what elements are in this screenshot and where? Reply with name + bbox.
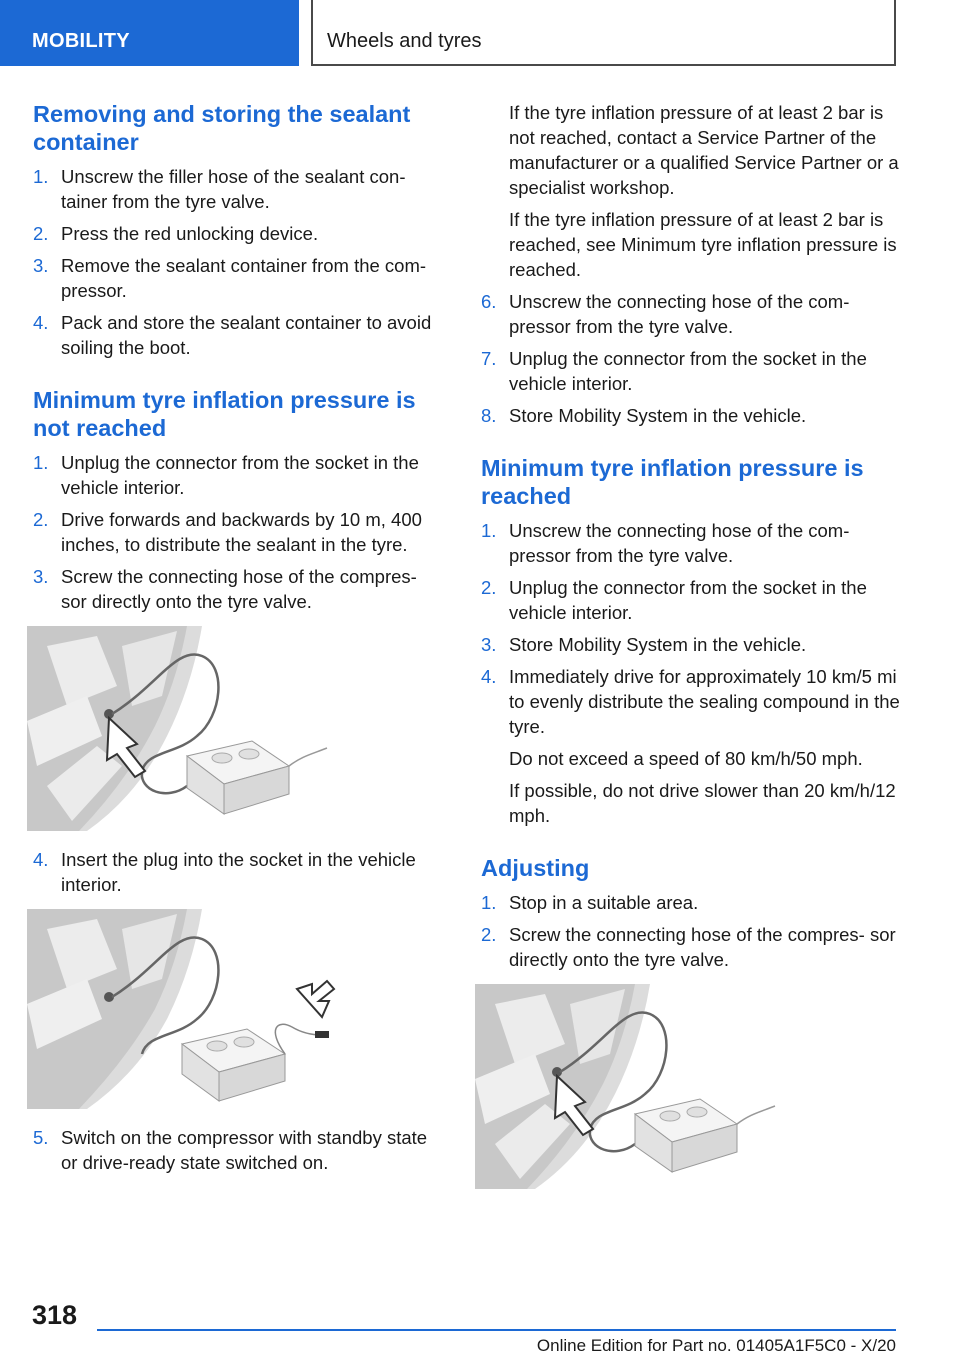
- page-header: [0, 0, 960, 66]
- figure-plug-socket: [27, 909, 337, 1109]
- step-number: 3.: [33, 255, 49, 276]
- step-number: 1.: [33, 166, 49, 187]
- note-min-speed: If possible, do not drive slower than 20 km/h/12 mph.: [509, 780, 896, 826]
- section-tab[interactable]: MOBILITY: [0, 0, 299, 66]
- step-number: 4.: [33, 849, 49, 870]
- compressor-icon: [635, 1099, 737, 1172]
- list-item: [33, 450, 445, 500]
- step-text: Drive forwards and backwards by 10 m, 400 inches, to distribute the sealant in the tyre.: [61, 509, 422, 555]
- step-text: Pack and store the sealant container to avoid soiling the boot.: [61, 312, 432, 358]
- step-text: Unplug the connector from the socket in the vehicle interior.: [509, 348, 867, 394]
- step-text: Unplug the connector from the socket in the vehicle interior.: [61, 452, 419, 498]
- steps-adjusting: [481, 890, 901, 972]
- list-item: [481, 289, 901, 339]
- step-text: Remove the sealant container from the com‐ pressor.: [61, 255, 427, 301]
- heading-removing-sealant: Removing and storing the sealant container: [33, 101, 411, 155]
- list-item: [33, 847, 445, 897]
- list-item: [481, 922, 901, 972]
- steps-pressure-not-reached-cont: [33, 847, 445, 897]
- paragraph-reached: If the tyre inflation pressure of at least 2 bar is reached, see Minimum tyre inflation pressure is reached.: [509, 209, 897, 280]
- right-column: [481, 100, 901, 1205]
- step-number: 3.: [481, 634, 497, 655]
- step-number: 2.: [481, 924, 497, 945]
- heading-adjusting: Adjusting: [481, 855, 590, 881]
- step-text: Stop in a suitable area.: [509, 892, 699, 913]
- steps-pressure-not-reached: [33, 450, 445, 614]
- step-number: 6.: [481, 291, 497, 312]
- step-text: Unscrew the filler hose of the sealant con‐ tainer from the tyre valve.: [61, 166, 406, 212]
- step-text: Insert the plug into the socket in the vehicle interior.: [61, 849, 416, 895]
- heading-pressure-not-reached: Minimum tyre inflation pressure is not reached: [33, 387, 416, 441]
- list-item: [481, 403, 901, 428]
- step-number: 2.: [481, 577, 497, 598]
- chapter-title: Wheels and tyres: [311, 0, 896, 66]
- edition-note: Online Edition for Part no. 01405A1F5C0 - X/20: [536, 1336, 896, 1355]
- step-text: Store Mobility System in the vehicle.: [509, 634, 807, 655]
- step-number: 8.: [481, 405, 497, 426]
- step-number: 1.: [481, 520, 497, 541]
- step-number: 1.: [481, 892, 497, 913]
- figure-compressor-valve: [27, 626, 337, 831]
- paragraph-not-reached: If the tyre inflation pressure of at least 2 bar is not reached, contact a Service Partner of the manufacturer or a qualified Service Partner or a specialist workshop.: [509, 102, 899, 198]
- list-item: [33, 164, 445, 214]
- figure-compressor-valve-adjusting: [475, 984, 785, 1189]
- steps-pressure-not-reached-cont2: [33, 1125, 445, 1175]
- heading-pressure-reached: Minimum tyre inflation pressure is reached: [481, 455, 864, 509]
- list-item: [481, 664, 901, 739]
- compressor-icon: [182, 1029, 285, 1101]
- list-item: [33, 253, 445, 303]
- step-number: 4.: [481, 666, 497, 687]
- step-text: Switch on the compressor with standby state or drive-ready state switched on.: [61, 1127, 428, 1173]
- step-text: Screw the connecting hose of the compres‐ sor directly onto the tyre valve.: [61, 566, 417, 612]
- step-text: Press the red unlocking device.: [61, 223, 319, 244]
- arrow-icon: [297, 981, 334, 1017]
- list-item: [481, 346, 901, 396]
- step-text: Immediately drive for approximately 10 km/5 mi to evenly distribute the sealing compound in the tyre.: [509, 666, 900, 737]
- list-item: [33, 507, 445, 557]
- list-item: [33, 564, 445, 614]
- step-text: Unplug the connector from the socket in the vehicle interior.: [509, 577, 867, 623]
- page-number: 318: [32, 1300, 78, 1330]
- list-item: [481, 518, 901, 568]
- list-item: [481, 575, 901, 625]
- step-number: 1.: [33, 452, 49, 473]
- list-item: [481, 890, 901, 915]
- list-item: [33, 310, 445, 360]
- step-text: Unscrew the connecting hose of the com‐ pressor from the tyre valve.: [509, 520, 850, 566]
- wheel-icon: [27, 909, 202, 1109]
- step-number: 5.: [33, 1127, 49, 1148]
- step-number: 3.: [33, 566, 49, 587]
- step-number: 2.: [33, 223, 49, 244]
- left-column: [33, 100, 445, 1182]
- note-max-speed: Do not exceed a speed of 80 km/h/50 mph.: [509, 748, 863, 769]
- step-number: 4.: [33, 312, 49, 333]
- list-item: [481, 632, 901, 657]
- list-item: [33, 1125, 445, 1175]
- list-item: [33, 221, 445, 246]
- footer-divider: [97, 1329, 896, 1331]
- steps-pressure-reached: [481, 518, 901, 739]
- step-text: Unscrew the connecting hose of the com‐ pressor from the tyre valve.: [509, 291, 850, 337]
- step-text: Store Mobility System in the vehicle.: [509, 405, 807, 426]
- step-number: 2.: [33, 509, 49, 530]
- steps-removing-sealant: [33, 164, 445, 360]
- step-text: Screw the connecting hose of the compres‐ sor directly onto the tyre valve.: [509, 924, 896, 970]
- steps-continued: [481, 289, 901, 428]
- step-number: 7.: [481, 348, 497, 369]
